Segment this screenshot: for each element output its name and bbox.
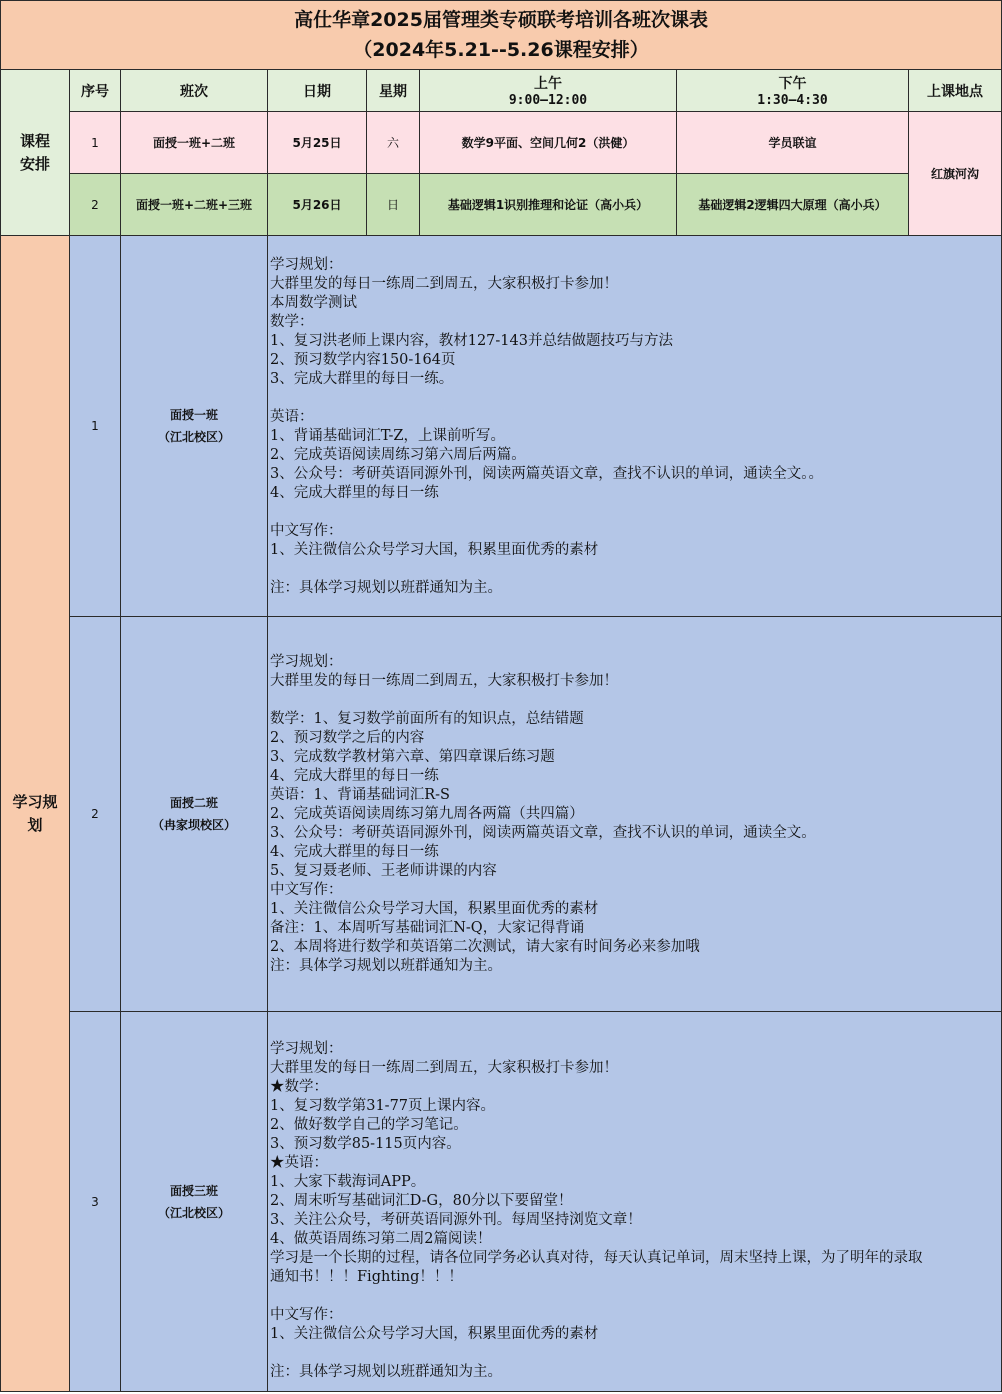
header-location: 上课地点 bbox=[909, 70, 1002, 112]
plan-line: 2、完成英语阅读周练习第九周各两篇（共四篇） bbox=[270, 806, 584, 822]
plan-seq: 1 bbox=[70, 236, 121, 617]
plan-line: 英语： bbox=[270, 409, 314, 425]
plan-line: 2、周末听写基础词汇D-G，80分以下要留堂！ bbox=[270, 1193, 573, 1209]
schedule-date: 5月26日 bbox=[268, 174, 367, 236]
plan-line: 2、做好数学自己的学习笔记。 bbox=[270, 1117, 468, 1133]
plan-line: ★英语： bbox=[270, 1155, 328, 1171]
plan-line: 3、预习数学85-115页内容。 bbox=[270, 1136, 461, 1152]
plan-line: 英语：1、背诵基础词汇R-S bbox=[270, 787, 450, 803]
plan-line: 中文写作： bbox=[270, 1307, 343, 1323]
schedule-row bbox=[1, 174, 1002, 236]
plan-line: 学习规划： bbox=[270, 654, 343, 670]
plan-line bbox=[270, 1344, 1001, 1363]
plan-row bbox=[1, 617, 1002, 1012]
sheet-title bbox=[1, 1, 1002, 70]
section-study: 学习规划 bbox=[1, 236, 70, 1392]
schedule-row bbox=[1, 112, 1002, 174]
plan-line: 4、完成大群里的每日一练 bbox=[270, 485, 439, 501]
plan-class bbox=[121, 236, 268, 617]
header-date: 日期 bbox=[268, 70, 367, 112]
schedule-weekday: 日 bbox=[367, 174, 420, 236]
schedule-morning: 基础逻辑1识别推理和论证（高小兵） bbox=[420, 174, 677, 236]
plan-line: 1、关注微信公众号学习大国，积累里面优秀的素材 bbox=[270, 1326, 599, 1342]
plan-line bbox=[270, 691, 1001, 710]
plan-line: 大群里发的每日一练周二到周五，大家积极打卡参加！ bbox=[270, 673, 618, 689]
header-morning: 上午 9:00—12:00 bbox=[420, 70, 677, 112]
plan-line: 1、复习数学第31-77页上课内容。 bbox=[270, 1098, 496, 1114]
plan-line bbox=[270, 1287, 1001, 1306]
plan-line: 数学： bbox=[270, 314, 314, 330]
plan-line: 2、完成英语阅读周练习第六周后两篇。 bbox=[270, 447, 526, 463]
plan-line: 1、关注微信公众号学习大国，积累里面优秀的素材 bbox=[270, 542, 599, 558]
title-line-1: 高仕华章2025届管理类专硕联考培训各班次课表 bbox=[294, 9, 708, 31]
plan-line: 2、预习数学内容150-164页 bbox=[270, 352, 456, 368]
plan-line: 注：具体学习规划以班群通知为主。 bbox=[270, 580, 502, 596]
plan-line bbox=[270, 560, 1001, 579]
plan-line: 学习规划： bbox=[270, 257, 343, 273]
plan-line: 2、预习数学之后的内容 bbox=[270, 730, 425, 746]
plan-line: 注：具体学习规划以班群通知为主。 bbox=[270, 1364, 502, 1380]
plan-line bbox=[270, 503, 1001, 522]
plan-line: 4、完成大群里的每日一练 bbox=[270, 768, 439, 784]
plan-line: 3、完成数学教材第六章、第四章课后练习题 bbox=[270, 749, 555, 765]
plan-line: 2、本周将进行数学和英语第二次测试，请大家有时间务必来参加哦 bbox=[270, 939, 700, 955]
plan-line: ★数学： bbox=[270, 1079, 328, 1095]
header-seq: 序号 bbox=[70, 70, 121, 112]
schedule-class: 面授一班+二班+三班 bbox=[121, 174, 268, 236]
header-afternoon: 下午 1:30—4:30 bbox=[677, 70, 909, 112]
plan-campus: （冉家坝校区） bbox=[151, 818, 236, 832]
schedule-morning: 数学9平面、空间几何2（洪健） bbox=[420, 112, 677, 174]
plan-line: 3、关注公众号，考研英语同源外刊。每周坚持浏览文章！ bbox=[270, 1212, 642, 1228]
plan-class bbox=[121, 617, 268, 1012]
plan-campus: （江北校区） bbox=[157, 1205, 230, 1220]
plan-line: 注：具体学习规划以班群通知为主。 bbox=[270, 958, 502, 974]
plan-class-name: 面授二班 bbox=[169, 796, 218, 810]
plan-row bbox=[1, 236, 1002, 617]
plan-line: 1、复习洪老师上课内容，教材127-143并总结做题技巧与方法 bbox=[270, 333, 673, 349]
section-course: 课程安排 bbox=[1, 70, 70, 236]
plan-line: 4、完成大群里的每日一练 bbox=[270, 844, 439, 860]
plan-line: 1、背诵基础词汇T-Z，上课前听写。 bbox=[270, 428, 506, 444]
plan-row bbox=[1, 1012, 1002, 1392]
header-class: 班次 bbox=[121, 70, 268, 112]
plan-campus: （江北校区） bbox=[157, 430, 230, 444]
plan-line: 学习规划： bbox=[270, 1041, 343, 1057]
title-line-2: （2024年5.21--5.26课程安排） bbox=[353, 39, 649, 61]
schedule-location: 红旗河沟 bbox=[909, 112, 1002, 236]
plan-class-name: 面授三班 bbox=[169, 1183, 218, 1198]
plan-line: 5、复习聂老师、王老师讲课的内容 bbox=[270, 863, 497, 879]
plan-line bbox=[270, 389, 1001, 408]
schedule-date: 5月25日 bbox=[268, 112, 367, 174]
schedule-afternoon: 学员联谊 bbox=[677, 112, 909, 174]
plan-seq: 2 bbox=[70, 617, 121, 1012]
plan-line: 1、大家下载海词APP。 bbox=[270, 1174, 426, 1190]
plan-content bbox=[268, 1012, 1002, 1392]
plan-line: 1、关注微信公众号学习大国，积累里面优秀的素材 bbox=[270, 901, 599, 917]
afternoon-time: 1:30—4:30 bbox=[757, 93, 828, 108]
plan-content bbox=[268, 617, 1002, 1012]
plan-line: 3、公众号：考研英语同源外刊，阅读两篇英语文章，查找不认识的单词，通读全文。 bbox=[270, 825, 816, 841]
plan-line: 数学：1、复习数学前面所有的知识点，总结错题 bbox=[270, 711, 584, 727]
schedule-class: 面授一班+二班 bbox=[121, 112, 268, 174]
schedule-afternoon: 基础逻辑2逻辑四大原理（高小兵） bbox=[677, 174, 909, 236]
plan-class-name: 面授一班 bbox=[169, 408, 218, 422]
plan-line: 通知书！！！Fighting！！！ bbox=[270, 1269, 463, 1285]
plan-line: 中文写作： bbox=[270, 882, 343, 898]
plan-content bbox=[268, 236, 1002, 617]
header-weekday: 星期 bbox=[367, 70, 420, 112]
plan-class bbox=[121, 1012, 268, 1392]
plan-line: 本周数学测试 bbox=[270, 295, 357, 311]
plan-line: 学习是一个长期的过程，请各位同学务必认真对待，每天认真记单词，周末坚持上课，为了明年的录取 bbox=[270, 1250, 923, 1266]
plan-line: 3、完成大群里的每日一练。 bbox=[270, 371, 454, 387]
plan-line: 大群里发的每日一练周二到周五，大家积极打卡参加！ bbox=[270, 276, 618, 292]
plan-line: 备注：1、本周听写基础词汇N-Q，大家记得背诵 bbox=[270, 920, 585, 936]
plan-line: 4、做英语周练习第二周2篇阅读！ bbox=[270, 1231, 492, 1247]
schedule-weekday: 六 bbox=[367, 112, 420, 174]
morning-time: 9:00—12:00 bbox=[508, 93, 588, 108]
schedule-seq: 2 bbox=[70, 174, 121, 236]
schedule-seq: 1 bbox=[70, 112, 121, 174]
plan-line: 中文写作： bbox=[270, 523, 343, 539]
plan-line: 大群里发的每日一练周二到周五，大家积极打卡参加！ bbox=[270, 1060, 618, 1076]
plan-seq: 3 bbox=[70, 1012, 121, 1392]
plan-line: 3、公众号：考研英语同源外刊，阅读两篇英语文章，查找不认识的单词，通读全文。。 bbox=[270, 466, 823, 482]
